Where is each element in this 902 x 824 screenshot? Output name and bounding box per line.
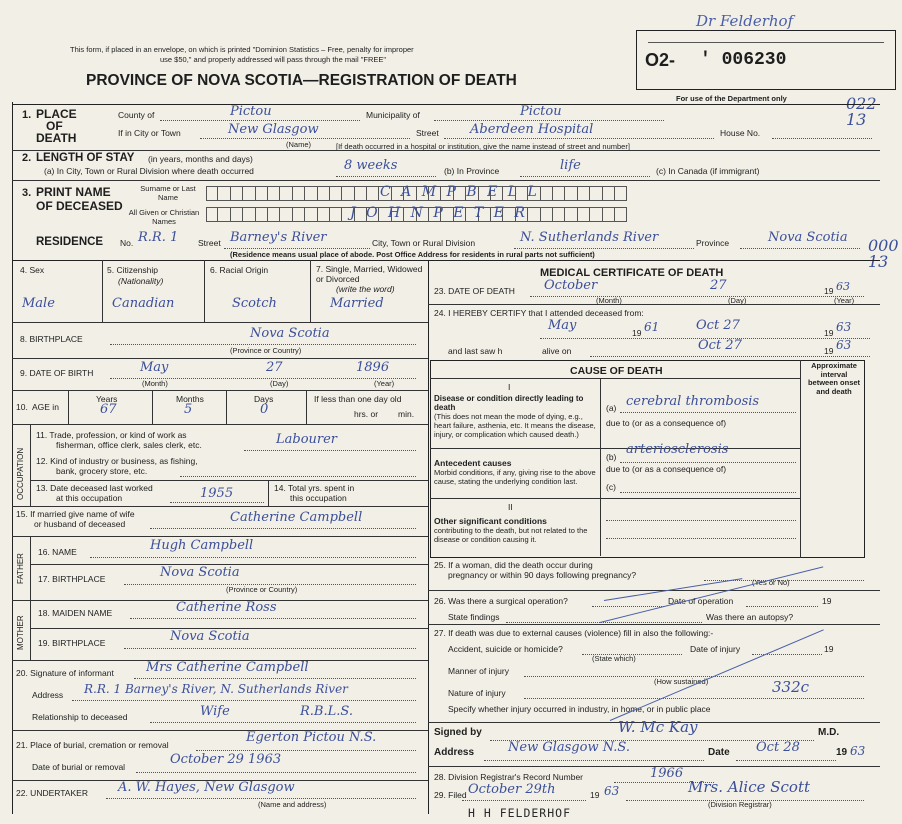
- attended-to-year-prefix: 19: [824, 328, 834, 338]
- spouse-label-2: or husband of deceased: [34, 519, 126, 529]
- how-sustained-caption: (How sustained): [654, 677, 709, 686]
- name-letter-cell: [342, 186, 354, 201]
- operation-year: 19: [822, 596, 832, 606]
- certify-label: 24. I HEREBY CERTIFY that I attended deceased from:: [434, 308, 644, 318]
- relationship-value: Wife: [200, 704, 230, 719]
- birthplace-label: 8. BIRTHPLACE: [20, 334, 83, 344]
- column-divider: [428, 260, 429, 814]
- signed-year-prefix: 19: [836, 747, 848, 758]
- antecedent-label: Antecedent causes: [434, 458, 512, 468]
- attended-from-year-prefix: 19: [632, 328, 642, 338]
- father-birthplace-label: 17. BIRTHPLACE: [38, 574, 106, 584]
- name-letter-cell: [206, 207, 218, 222]
- death-month-caption: (Month): [596, 296, 622, 305]
- specify-label: Specify whether injury occurred in industry, in home, or in public place: [448, 704, 711, 714]
- name-letter-cell: [218, 207, 230, 222]
- hospital-note: [If death occurred in a hospital or institution, give the name instead of street and number]: [336, 142, 630, 151]
- antecedent-note: Morbid conditions, if any, giving rise to the above cause, stating the underlying condition last.: [434, 468, 596, 486]
- stay-c-label: (c) In Canada (if immigrant): [656, 166, 760, 176]
- father-name-value: Hugh Campbell: [150, 538, 254, 553]
- record-number: 1966: [650, 766, 684, 781]
- external-causes-label: 27. If death was due to external causes (violence) fill in also the following:-: [434, 628, 714, 638]
- citizenship-label: 5. Citizenship: [107, 265, 159, 275]
- name-letter-cell: [293, 207, 305, 222]
- other-conditions-label: Other significant conditions: [434, 516, 547, 526]
- name-letter-cell: [590, 186, 602, 201]
- industry-label-2: bank, grocery store, etc.: [56, 466, 148, 476]
- stay-label: LENGTH OF STAY: [36, 152, 135, 164]
- last-saw-year-prefix: 19: [824, 346, 834, 356]
- medical-certificate-title: MEDICAL CERTIFICATE OF DEATH: [540, 267, 724, 279]
- injury-year: 19: [824, 644, 834, 654]
- name-letter-cell: [553, 207, 565, 222]
- marital-value: Married: [330, 296, 384, 311]
- registration-prefix: O2-: [645, 50, 676, 70]
- registration-divider: [648, 42, 884, 44]
- accident-label: Accident, suicide or homicide?: [448, 644, 563, 654]
- stay-a-value: 8 weeks: [344, 158, 398, 173]
- name-caption: (Name): [286, 140, 312, 149]
- date-of-death-label: 23. DATE OF DEATH: [434, 286, 515, 296]
- cause-b-due-to: due to (or as a consequence of): [606, 464, 727, 474]
- residence-city-label: City, Town or Rural Division: [372, 238, 476, 248]
- other-conditions-note: contributing to the death, but not related to the disease or condition causing it.: [434, 526, 588, 544]
- last-saw-alive-on: alive on: [542, 346, 572, 356]
- surname-label: Surname or Last Name: [140, 184, 196, 202]
- cause-b-value: arteriosclerosis: [626, 442, 729, 457]
- racial-value: Scotch: [232, 296, 277, 311]
- spouse-label: 15. If married give name of wife: [16, 509, 135, 519]
- age-min: min.: [398, 409, 415, 419]
- name-letter-cell: [305, 186, 317, 201]
- age-years-value: 67: [100, 402, 117, 417]
- cause-c-marker: (c): [606, 482, 616, 492]
- street-label: Street: [416, 128, 439, 138]
- last-saw-date: Oct 27: [698, 338, 742, 353]
- residence-label: RESIDENCE: [36, 236, 104, 248]
- undertaker-value: A. W. Hayes, New Glasgow: [118, 780, 295, 795]
- age-months-value: 5: [184, 402, 193, 417]
- name-letter-cell: [603, 207, 615, 222]
- disease-label: Disease or condition directly leading to death: [434, 394, 584, 412]
- total-years-label: 14. Total yrs. spent in: [274, 483, 355, 493]
- name-letter-cell: [243, 186, 255, 201]
- cause-a-value: cerebral thrombosis: [626, 394, 760, 409]
- mother-birthplace-label: 19. BIRTHPLACE: [38, 638, 106, 648]
- name-letter-cell: [243, 207, 255, 222]
- mother-name-label: 18. MAIDEN NAME: [38, 608, 113, 618]
- dob-month: May: [140, 360, 169, 375]
- attended-to: Oct 27: [696, 318, 740, 333]
- stay-a-label: (a) In City, Town or Rural Division where death occurred: [44, 166, 254, 176]
- name-letter-cell: [268, 207, 280, 222]
- findings-label: State findings: [448, 612, 500, 622]
- dob-day: 27: [266, 360, 283, 375]
- pregnancy-caption: (Yes or No): [752, 578, 790, 587]
- residence-no-value: R.R. 1: [138, 230, 179, 245]
- industry-label: 12. Kind of industry or business, as fishing,: [36, 456, 198, 466]
- residence-street-value: Barney's River: [230, 230, 327, 245]
- age-less-day: If less than one day old: [314, 394, 402, 404]
- residence-no-label: No.: [120, 238, 134, 248]
- stay-num: 2.: [22, 152, 32, 164]
- name-letter-cell: [318, 186, 330, 201]
- informant-address: R.R. 1 Barney's River, N. Sutherlands River: [84, 682, 348, 696]
- last-worked-label-2: at this occupation: [56, 493, 123, 503]
- father-birthplace-value: Nova Scotia: [160, 565, 240, 580]
- house-no-label: House No.: [720, 128, 761, 138]
- name-letter-cell: [590, 207, 602, 222]
- cause-a-due-to: due to (or as a consequence of): [606, 418, 727, 428]
- death-year: 63: [836, 280, 850, 293]
- section-divider: [12, 104, 880, 105]
- age-months-label: Months: [176, 394, 204, 404]
- cause-title: CAUSE OF DEATH: [570, 365, 663, 377]
- informant-signature: Mrs Catherine Campbell: [146, 660, 309, 675]
- burial-place-label: 21. Place of burial, cremation or removal: [16, 740, 169, 750]
- department-handwritten-name: Dr Felderhof: [696, 12, 794, 30]
- death-month: October: [544, 278, 598, 293]
- registrar-signature: Mrs. Alice Scott: [688, 778, 810, 796]
- name-letter-cell: [578, 186, 590, 201]
- cause-b-marker: (b): [606, 452, 617, 462]
- pregnancy-label-2: pregnancy or within 90 days following pregnancy?: [448, 570, 637, 580]
- mother-name-value: Catherine Ross: [176, 600, 277, 615]
- name-letter-cell: [541, 207, 553, 222]
- age-years-label: Years: [96, 394, 118, 404]
- filed-label: 29. Filed: [434, 790, 467, 800]
- county-label: County of: [118, 110, 155, 120]
- informant-label: 20. Signature of informant: [16, 668, 114, 678]
- death-year-prefix: 19: [824, 286, 834, 296]
- name-letter-cell: [355, 186, 367, 201]
- manner-label: Manner of injury: [448, 666, 509, 676]
- autopsy-label: Was there an autopsy?: [706, 612, 794, 622]
- signed-year: 63: [850, 744, 866, 758]
- birthplace-value: Nova Scotia: [250, 326, 330, 341]
- dob-month-caption: (Month): [142, 379, 168, 388]
- name-label-1: PRINT NAME: [36, 185, 111, 199]
- municipality-value: Pictou: [520, 104, 562, 119]
- city-label: If in City or Town: [118, 128, 181, 138]
- age-days-value: 0: [260, 402, 269, 417]
- total-years-label-2: this occupation: [290, 493, 347, 503]
- cause-roman-2: II: [508, 502, 513, 512]
- name-letter-cell: [578, 207, 590, 222]
- filed-date: October 29th: [468, 782, 556, 797]
- marital-sub: (write the word): [336, 284, 395, 294]
- marital-label: 7. Single, Married, Widowed or Divorced: [316, 264, 423, 284]
- relationship-extra: R.B.L.S.: [300, 704, 353, 719]
- nature-label: Nature of injury: [448, 688, 506, 698]
- name-letter-cell: [330, 186, 342, 201]
- signed-date-label: Date: [708, 747, 730, 758]
- attended-to-year: 63: [836, 320, 852, 334]
- age-days-label: Days: [254, 394, 274, 404]
- attended-from-year: 61: [644, 320, 660, 334]
- dob-day-caption: (Day): [270, 379, 289, 388]
- name-letter-cell: [256, 207, 268, 222]
- name-letter-cell: [305, 207, 317, 222]
- mother-birthplace-value: Nova Scotia: [170, 629, 250, 644]
- given-label: All Given or Christian Names: [128, 208, 200, 226]
- trade-label-2: fisherman, office clerk, sales clerk, etc.: [56, 440, 202, 450]
- md-label: M.D.: [818, 727, 840, 738]
- father-birthplace-caption: (Province or Country): [226, 585, 298, 594]
- last-saw-year: 63: [836, 338, 852, 352]
- form-title: PROVINCE OF NOVA SCOTIA—REGISTRATION OF DEATH: [86, 72, 517, 89]
- given-name-value: J O H N P E T E R: [350, 205, 528, 221]
- name-letter-cell: [541, 186, 553, 201]
- father-side-label: FATHER: [16, 553, 25, 584]
- citizenship-sub: (Nationality): [118, 276, 164, 286]
- felderhof-stamp: H H FELDERHOF: [468, 806, 572, 820]
- undertaker-label: 22. UNDERTAKER: [16, 788, 88, 798]
- name-letter-cell: [293, 186, 305, 201]
- signed-by-label: Signed by: [434, 727, 482, 738]
- trade-value: Labourer: [276, 432, 338, 447]
- last-worked-label: 13. Date deceased last worked: [36, 483, 153, 493]
- name-letter-cell: [231, 186, 243, 201]
- signed-address: New Glasgow N.S.: [508, 740, 630, 755]
- burial-place-value: Egerton Pictou N.S.: [246, 730, 377, 745]
- operation-label: 26. Was there a surgical operation?: [434, 596, 568, 606]
- disease-note: (This does not mean the mode of dying, e.g., heart failure, asthenia, etc. It means the disease, injury, or complication which caused death.): [434, 412, 596, 439]
- place-num: 1.: [22, 109, 32, 121]
- mail-notice-line2: use $50," and properly addressed will pass through the mail "FREE": [160, 55, 387, 64]
- name-label-2: OF DECEASED: [36, 199, 123, 213]
- operation-date-label: Date of operation: [668, 596, 734, 606]
- father-name-label: 16. NAME: [38, 547, 77, 557]
- name-letter-cell: [218, 186, 230, 201]
- place-label: PLACE: [36, 107, 77, 121]
- department-use-note: For use of the Department only: [676, 94, 787, 103]
- last-saw-label: and last saw h: [448, 346, 503, 356]
- name-num: 3.: [22, 187, 32, 199]
- dob-label: 9. DATE OF BIRTH: [20, 368, 94, 378]
- dob-year-caption: (Year): [374, 379, 395, 388]
- county-value: Pictou: [230, 104, 272, 119]
- spouse-value: Catherine Campbell: [230, 510, 363, 525]
- sex-value: Male: [22, 296, 55, 311]
- street-value: Aberdeen Hospital: [470, 122, 594, 137]
- stay-b-value: life: [560, 158, 581, 173]
- name-letter-cell: [367, 186, 379, 201]
- death-year-caption: (Year): [834, 296, 855, 305]
- name-letter-cell: [615, 186, 627, 201]
- relationship-label: Relationship to deceased: [32, 712, 128, 722]
- name-letter-cell: [318, 207, 330, 222]
- name-letter-cell: [231, 207, 243, 222]
- age-hrs: hrs. or: [354, 409, 379, 419]
- name-letter-cell: [603, 186, 615, 201]
- name-letter-cell: [280, 207, 292, 222]
- signed-address-label: Address: [434, 747, 475, 758]
- dob-year: 1896: [356, 360, 390, 375]
- citizenship-value: Canadian: [112, 296, 175, 311]
- place-label-death: DEATH: [36, 131, 77, 145]
- sex-label: 4. Sex: [20, 265, 45, 275]
- city-value: New Glasgow: [228, 122, 319, 137]
- injury-date-label: Date of injury: [690, 644, 741, 654]
- residence-street-label: Street: [198, 238, 221, 248]
- death-day-caption: (Day): [728, 296, 747, 305]
- registration-number: ' 006230: [700, 50, 787, 70]
- name-letter-cell: [553, 186, 565, 201]
- name-letter-cell: [256, 186, 268, 201]
- registrar-caption: (Division Registrar): [708, 800, 772, 809]
- residence-province-value: Nova Scotia: [768, 230, 848, 245]
- age-label: AGE in: [32, 402, 59, 412]
- name-letter-cell: [280, 186, 292, 201]
- interval-label: Approximate interval between onset and death: [807, 361, 861, 396]
- birthplace-caption: (Province or Country): [230, 346, 302, 355]
- signed-signature: W. Mc Kay: [618, 718, 698, 736]
- name-letter-cell: [330, 207, 342, 222]
- record-number-label: 28. Division Registrar's Record Number: [434, 772, 584, 782]
- pregnancy-label: 25. If a woman, did the death occur during: [434, 560, 593, 570]
- name-letter-cell: [615, 207, 627, 222]
- name-letter-cell: [565, 186, 577, 201]
- undertaker-caption: (Name and address): [258, 800, 327, 809]
- trade-label: 11. Trade, profession, or kind of work as: [36, 430, 187, 440]
- state-which-caption: (State which): [592, 654, 636, 663]
- signed-date: Oct 28: [756, 740, 800, 755]
- margin-code-top: 022 13: [846, 94, 877, 129]
- age-num: 10.: [16, 402, 28, 412]
- burial-date-label: Date of burial or removal: [32, 762, 126, 772]
- place-label-of: OF: [46, 119, 63, 133]
- name-letter-cell: [206, 186, 218, 201]
- death-day: 27: [710, 278, 727, 293]
- occupation-side-label: OCCUPATION: [16, 447, 25, 500]
- filed-year: 63: [604, 784, 620, 798]
- nature-code: 332c: [772, 678, 810, 696]
- name-letter-cell: [565, 207, 577, 222]
- cause-roman-1: I: [508, 382, 511, 392]
- name-letter-cell: [528, 207, 540, 222]
- mail-notice-line1: This form, if placed in an envelope, on which is printed "Dominion Statistics – Free, penalty for improper: [70, 45, 414, 54]
- racial-label: 6. Racial Origin: [210, 265, 269, 275]
- residence-note: (Residence means usual place of abode. Post Office Address for residents in rural parts not sufficient): [230, 250, 595, 259]
- residence-province-label: Province: [696, 238, 730, 248]
- stay-b-label: (b) In Province: [444, 166, 500, 176]
- municipality-label: Municipality of: [366, 110, 420, 120]
- attended-from: May: [548, 318, 577, 333]
- residence-city-value: N. Sutherlands River: [520, 230, 659, 245]
- burial-date-value: October 29 1963: [170, 752, 282, 767]
- mother-side-label: MOTHER: [16, 615, 25, 650]
- name-letter-cell: [268, 186, 280, 201]
- filed-year-prefix: 19: [590, 790, 600, 800]
- last-worked-value: 1955: [200, 486, 234, 501]
- informant-address-label: Address: [32, 690, 64, 700]
- cause-a-marker: (a): [606, 403, 617, 413]
- margin-code-mid: 000 13: [868, 236, 899, 271]
- surname-value: C A M P B E L L: [380, 184, 540, 200]
- stay-hint: (in years, months and days): [148, 154, 253, 164]
